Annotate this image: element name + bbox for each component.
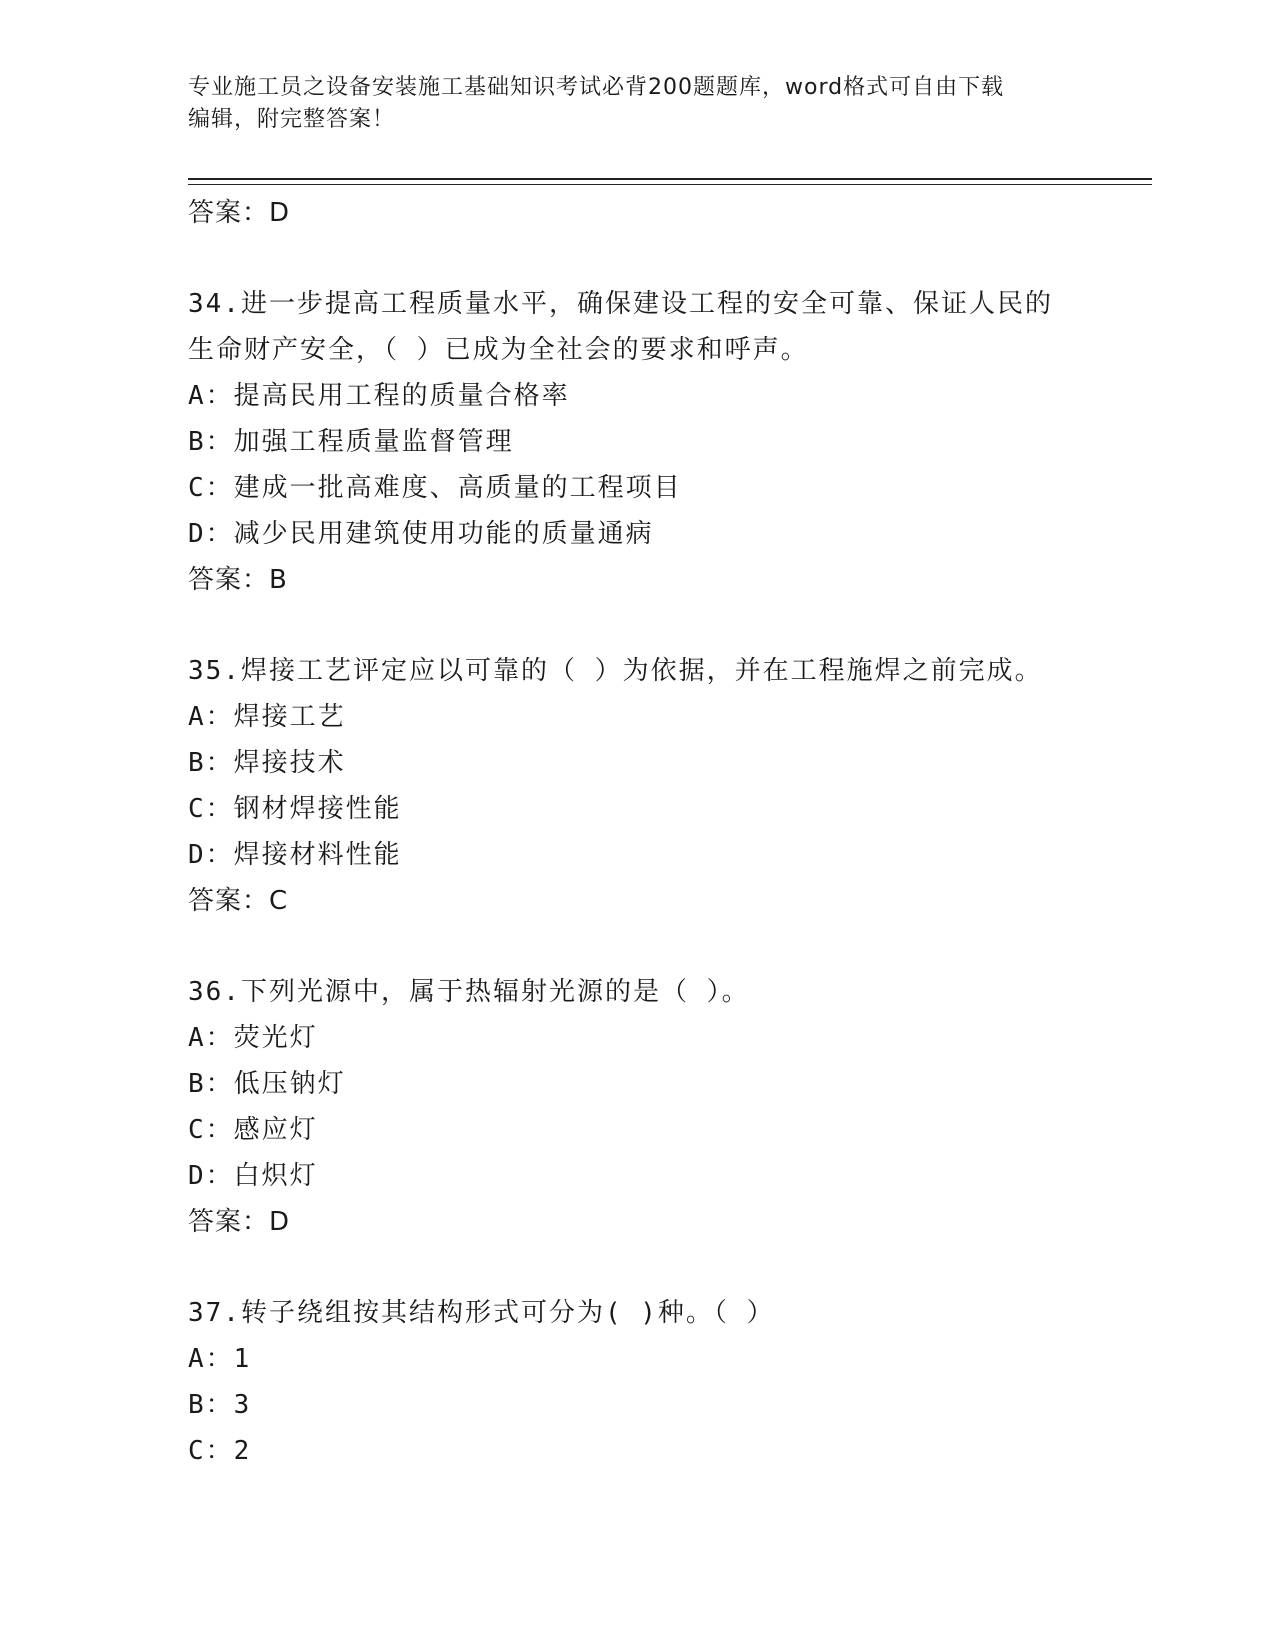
header-divider-thin: [188, 184, 1152, 185]
spacer: [188, 924, 1108, 969]
question-text-line-1: 35.焊接工艺评定应以可靠的（ ）为依据，并在工程施焊之前完成。: [188, 656, 1043, 686]
option-b: B：焊接技术: [188, 748, 346, 778]
header-divider-thick: [188, 178, 1152, 180]
question-35: [188, 648, 1108, 924]
option-c: C：钢材焊接性能: [188, 794, 402, 824]
header-title-line-1: 专业施工员之设备安装施工基础知识考试必背200题题库，word格式可自由下载: [188, 75, 1005, 100]
option-a: A：1: [188, 1344, 252, 1374]
question-34: [188, 281, 1108, 603]
option-c: C：2: [188, 1436, 252, 1466]
option-c: C：建成一批高难度、高质量的工程项目: [188, 473, 682, 503]
answer: 答案：B: [188, 565, 288, 595]
question-text-line-1: 34.进一步提高工程质量水平，确保建设工程的安全可靠、保证人民的: [188, 289, 1053, 319]
option-a: A：提高民用工程的质量合格率: [188, 381, 570, 411]
question-list: [188, 190, 1108, 1474]
question-text-line-1: 37.转子绕组按其结构形式可分为( )种。（ ）: [188, 1298, 775, 1328]
option-b: B：加强工程质量监督管理: [188, 427, 514, 457]
option-a: A：荧光灯: [188, 1023, 318, 1053]
page-header: [188, 72, 1088, 136]
question-36: [188, 969, 1108, 1245]
previous-answer: 答案：D: [188, 198, 291, 228]
spacer: [188, 1245, 1108, 1290]
answer: 答案：D: [188, 1207, 291, 1237]
option-d: D：白炽灯: [188, 1161, 318, 1191]
option-b: B：低压钠灯: [188, 1069, 346, 1099]
option-c: C：感应灯: [188, 1115, 318, 1145]
question-37: [188, 1290, 1108, 1474]
option-d: D：焊接材料性能: [188, 840, 402, 870]
question-text-line-2: 生命财产安全，（ ）已成为全社会的要求和呼声。: [188, 335, 809, 365]
answer: 答案：C: [188, 886, 289, 916]
question-text-line-1: 36.下列光源中，属于热辐射光源的是（ ）。: [188, 977, 750, 1007]
spacer: [188, 236, 1108, 281]
option-b: B：3: [188, 1390, 252, 1420]
header-title-line-2: 编辑，附完整答案！: [188, 107, 396, 132]
option-a: A：焊接工艺: [188, 702, 346, 732]
spacer: [188, 603, 1108, 648]
option-d: D：减少民用建筑使用功能的质量通病: [188, 519, 654, 549]
